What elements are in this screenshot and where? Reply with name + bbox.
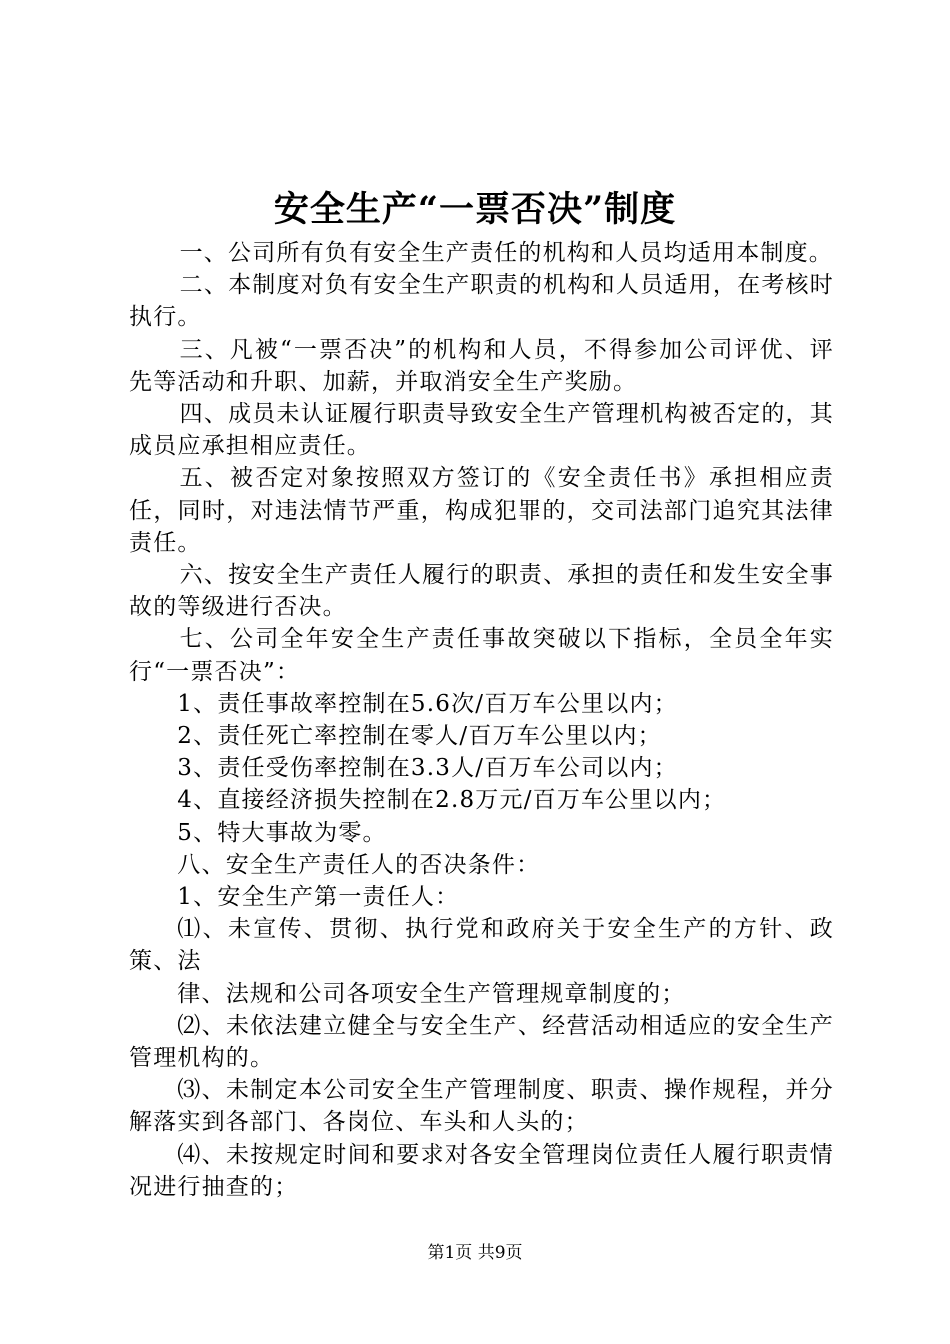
list-item-indicator-4: 4、直接经济损失控制在2.8万元/百万车公里以内； <box>177 787 727 814</box>
document-title: 安全生产“一票否决”制度 <box>273 189 677 230</box>
condition-1-continued: 律、法规和公司各项安全生产管理规章制度的； <box>177 980 686 1007</box>
list-item-indicator-5: 5、特大事故为零。 <box>177 819 387 846</box>
list-item-indicator-3: 3、责任受伤率控制在3.3人/百万车公司以内； <box>177 755 678 782</box>
condition-3: ⑶、未制定本公司安全生产管理制度、职责、操作规程，并分解落实到各部门、各岗位、车头和人头的； <box>129 1077 834 1136</box>
condition-1: ⑴、未宣传、贯彻、执行党和政府关于安全生产的方针、政策、法 <box>129 916 834 975</box>
paragraph-2: 二、本制度对负有安全生产职责的机构和人员适用，在考核时执行。 <box>129 272 834 331</box>
paragraph-3: 三、凡被“一票否决”的机构和人员，不得参加公司评优、评先等活动和升职、加薪，并取消安全生产奖励。 <box>129 336 834 395</box>
paragraph-1: 一、公司所有负有安全生产责任的机构和人员均适用本制度。 <box>179 240 833 266</box>
sub-heading-first-responsible: 1、安全生产第一责任人： <box>177 884 460 911</box>
paragraph-8: 八、安全生产责任人的否决条件： <box>177 851 541 878</box>
document-body <box>129 237 834 1203</box>
list-item-indicator-2: 2、责任死亡率控制在零人/百万车公里以内； <box>177 723 662 750</box>
condition-2: ⑵、未依法建立健全与安全生产、经营活动相适应的安全生产管理机构的。 <box>129 1012 834 1072</box>
paragraph-7: 七、公司全年安全生产责任事故突破以下指标，全员全年实行“一票否决”： <box>129 626 834 685</box>
paragraph-5: 五、被否定对象按照双方签订的《安全责任书》承担相应责任，同时，对违法情节严重，构成犯罪的，交司法部门追究其法律责任。 <box>129 465 834 556</box>
condition-4: ⑷、未按规定时间和要求对各安全管理岗位责任人履行职责情况进行抽查的； <box>129 1141 834 1200</box>
list-item-indicator-1: 1、责任事故率控制在5.6次/百万车公里以内； <box>177 690 678 717</box>
paragraph-6: 六、按安全生产责任人履行的职责、承担的责任和发生安全事故的等级进行否决。 <box>129 562 834 621</box>
paragraph-4: 四、成员未认证履行职责导致安全生产管理机构被否定的，其成员应承担相应责任。 <box>129 401 834 460</box>
page-footer: 第1页 共9页 <box>427 1243 523 1263</box>
